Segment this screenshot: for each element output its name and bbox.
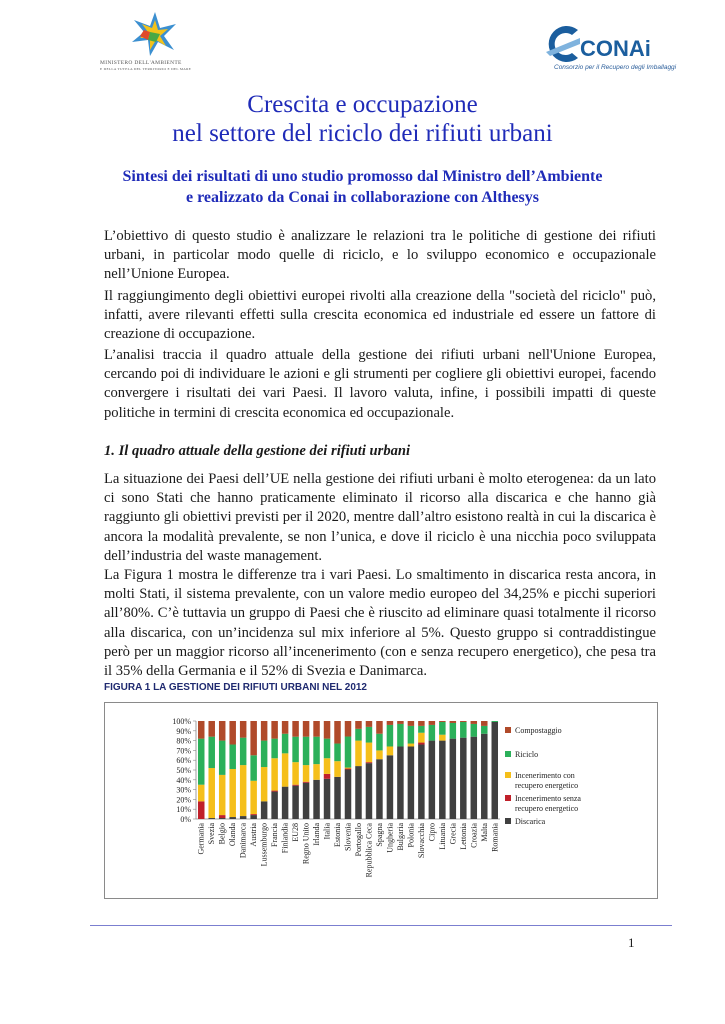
bar-segment: [355, 729, 361, 741]
bar-segment: [198, 785, 204, 802]
x-tick-label: Ungheria: [385, 823, 395, 853]
section-paragraph-2: La Figura 1 mostra le differenze tra i vari Paesi. Lo smaltimento in discarica resta ancora, in molti Stati, il sistema prevalente, con un valore medio europeo del 34,25% e picchi superiori all’80%. C’è tuttavia un gruppo di Paesi che è riuscito ad eliminare quasi totalmente il ricorso alla discarica, con un’incidenza sul mix inferiore al 5%. Questo gruppo si contraddistingue però per un maggior ricorso all’incenerimento (con e senza recupero energetico), che pesa tra il 35% della Germania e il 52% di Svezia e Danimarca.: [104, 567, 656, 680]
bar-segment: [471, 721, 477, 724]
x-tick-label: Spagna: [374, 823, 384, 847]
x-tick-label: Polonia: [406, 823, 416, 848]
x-tick-label: Bulgaria: [395, 823, 405, 851]
bar-segment: [313, 721, 319, 737]
bar-segment: [324, 739, 330, 759]
bar-segment: [439, 735, 445, 741]
bar-segment: [292, 737, 298, 762]
x-tick-label: EU28: [291, 823, 301, 842]
bar-segment: [313, 764, 319, 780]
bar-segment: [271, 758, 277, 790]
bar-segment: [229, 745, 235, 770]
bar-segment: [418, 733, 424, 743]
conai-tagline: Consorzio per il Recupero degli Imballaggi: [554, 64, 677, 71]
bar-segment: [408, 746, 414, 819]
bar-segment: [345, 769, 351, 770]
bar-segment: [313, 780, 319, 819]
bar-segment: [334, 777, 340, 819]
x-tick-label: Repubblica Ceca: [364, 823, 374, 878]
bar-segment: [324, 779, 330, 819]
bar-segment: [460, 722, 466, 738]
bar-segment: [208, 818, 214, 819]
bar-segment: [324, 758, 330, 774]
intro-paragraph-3: L’analisi traccia il quadro attuale della gestione dei rifiuti urbani nell'Unione Europea, cercando poi di individuare le azioni e gli strumenti per cogliere gli obiettivi europei, facendo convergere i risultati dei vari Paesi. Il lavoro valuta, infine, i possibili impatti di queste politiche in termini di crescita economica ed occupazionale.: [104, 347, 656, 421]
bar-segment: [418, 745, 424, 819]
bar-segment: [376, 759, 382, 819]
bar-segment: [282, 734, 288, 754]
bar-segment: [282, 721, 288, 734]
bar-segment: [271, 721, 277, 739]
bar-segment: [355, 741, 361, 766]
legend-swatch: [505, 818, 511, 824]
bar-segment: [219, 818, 225, 819]
bar-segment: [429, 725, 435, 741]
bar-segment: [240, 738, 246, 765]
bar-segment: [387, 755, 393, 819]
bar-segment: [450, 723, 456, 739]
x-tick-label: Irlanda: [312, 823, 322, 846]
bar-segment: [198, 801, 204, 819]
x-tick-label: Slovacchia: [416, 823, 426, 859]
legend-swatch: [505, 795, 511, 801]
bar-segment: [208, 721, 214, 737]
bar-segment: [366, 721, 372, 727]
y-tick-label: 60%: [176, 756, 191, 766]
section-paragraph-1: La situazione dei Paesi dell’UE nella gestione dei rifiuti urbani è molto eterogenea: da un lato ci sono Stati che hanno praticamente eliminato il ricorso alla discarica e che hanno già raggiunto gli obiettivi previsti per il 2020, mentre dall’altro esistono realtà in cui la discarica è ancora la modalità prevalente, se non l’unica, e dove il riciclo è una nicchia poco sviluppata dell’industria del waste management.: [104, 471, 656, 564]
y-tick-label: 10%: [176, 805, 191, 815]
bar-segment: [492, 722, 498, 819]
figure-caption: FIGURA 1 LA GESTIONE DEI RIFIUTI URBANI NEL 2012: [104, 682, 367, 693]
bar-segment: [282, 787, 288, 819]
bar-segment: [418, 743, 424, 745]
bar-segment: [355, 766, 361, 819]
bar-segment: [303, 783, 309, 819]
legend-label: recupero energetico: [515, 781, 579, 790]
conai-name: CONAi: [580, 36, 651, 61]
bar-segment: [282, 753, 288, 786]
bar-segment: [439, 721, 445, 722]
x-tick-label: Lussemburgo: [259, 823, 269, 867]
legend-label: recupero energetico: [515, 804, 579, 813]
x-tick-label: Romania: [490, 823, 500, 852]
bar-segment: [376, 734, 382, 751]
bar-segment: [292, 785, 298, 786]
bar-segment: [334, 744, 340, 762]
ministry-name: MINISTERO DELL'AMBIENTE E DELLA TUTELA DEL TERRITORIO E DEL MARE: [100, 60, 192, 71]
x-tick-label: Finlandia: [280, 823, 290, 854]
legend-swatch: [505, 727, 511, 733]
bar-segment: [250, 814, 256, 815]
page-subtitle: Sintesi dei risultati di uno studio promosso dal Ministro dell’Ambiente e realizzato da Conai in collaborazione con Althesys: [122, 168, 603, 206]
bar-segment: [240, 765, 246, 816]
bar-segment: [250, 755, 256, 780]
y-tick-label: 80%: [176, 736, 191, 746]
x-tick-label: Estonia: [333, 823, 343, 847]
y-tick-label: 90%: [176, 726, 191, 736]
y-tick-label: 50%: [176, 766, 191, 775]
conai-logo: [540, 16, 677, 76]
bar-segment: [429, 741, 435, 819]
bar-segment: [250, 815, 256, 819]
bar-segment: [219, 721, 225, 741]
chart-frame: [104, 702, 658, 899]
bar-segment: [450, 721, 456, 723]
legend-label: Incenerimento senza: [515, 794, 581, 803]
bar-segment: [471, 724, 477, 737]
bar-segment: [418, 721, 424, 726]
bar-segment: [303, 737, 309, 765]
bar-segment: [334, 721, 340, 744]
bar-segment: [439, 722, 445, 735]
x-tick-label: Grecia: [448, 823, 458, 845]
bar-segment: [292, 786, 298, 819]
x-tick-label: Belgio: [217, 823, 227, 845]
bar-segment: [355, 721, 361, 729]
bar-segment: [303, 765, 309, 782]
bar-segment: [240, 816, 246, 819]
y-tick-label: 100%: [172, 717, 191, 726]
x-tick-label: Olanda: [228, 823, 238, 847]
bar-segment: [313, 737, 319, 764]
bar-segment: [324, 721, 330, 739]
bar-segment: [397, 724, 403, 747]
bar-segment: [261, 721, 267, 741]
intro-paragraph-2: Il raggiungimento degli obiettivi europei rivolti alla creazione della "società del riciclo" può, infatti, avere rilevanti effetti sulla crescita economica ed industriale ed essere un fattore di creazione di occupazione.: [104, 288, 656, 343]
y-tick-label: 20%: [176, 795, 191, 805]
bar-segment: [271, 791, 277, 792]
x-tick-label: Austria: [249, 823, 259, 847]
star-logo-icon: [120, 10, 190, 60]
bar-segment: [471, 737, 477, 819]
bar-segment: [366, 727, 372, 743]
legend-swatch: [505, 772, 511, 778]
page-number: 1: [628, 935, 635, 950]
intro-paragraph-1: L’obiettivo di questo studio è analizzare le relazioni tra le politiche di gestione dei rifiuti urbani, in particolar modo quelle di riciclo, e lo sviluppo economico e occupazionale nell’Unione Europea.: [104, 228, 656, 283]
bar-segment: [219, 775, 225, 815]
x-tick-label: Danimarca: [238, 823, 248, 859]
x-tick-label: Francia: [270, 823, 280, 847]
bar-segment: [397, 746, 403, 819]
x-tick-label: Germania: [196, 823, 206, 855]
y-tick-label: 40%: [176, 775, 191, 785]
bar-segment: [366, 743, 372, 763]
bar-segment: [229, 769, 235, 817]
bar-segment: [450, 739, 456, 819]
x-tick-label: Croazia: [469, 823, 479, 848]
footer-divider: [90, 925, 672, 926]
y-tick-label: 0%: [180, 815, 191, 824]
bar-segment: [345, 737, 351, 768]
bar-segment: [334, 761, 340, 777]
x-tick-label: Malta: [479, 823, 489, 842]
x-tick-label: Regno Unito: [301, 823, 311, 865]
bar-segment: [240, 721, 246, 738]
bar-segment: [387, 721, 393, 725]
ministry-logo: [100, 10, 200, 72]
bar-segment: [219, 815, 225, 818]
bar-segment: [229, 817, 235, 819]
bar-segment: [303, 721, 309, 737]
section-heading: 1. Il quadro attuale della gestione dei rifiuti urbani: [104, 443, 411, 459]
bar-segment: [481, 721, 487, 726]
bar-segment: [366, 763, 372, 819]
x-tick-label: Svezia: [207, 823, 217, 845]
y-tick-label: 30%: [176, 785, 191, 795]
bar-segment: [208, 737, 214, 768]
bar-segment: [261, 801, 267, 819]
x-tick-label: Lituania: [437, 823, 447, 850]
bar-segment: [324, 774, 330, 779]
stacked-bar-chart: [105, 703, 657, 898]
bar-segment: [261, 741, 267, 767]
bar-segment: [366, 762, 372, 763]
bar-segment: [303, 782, 309, 783]
bar-segment: [271, 792, 277, 819]
bar-segment: [219, 741, 225, 775]
conai-c-logo-icon: [540, 22, 584, 66]
bar-segment: [397, 721, 403, 724]
bar-segment: [345, 770, 351, 819]
bar-segment: [439, 741, 445, 819]
bar-segment: [460, 721, 466, 722]
x-tick-label: Lettonia: [458, 823, 468, 850]
bar-segment: [292, 762, 298, 785]
bar-segment: [481, 726, 487, 734]
bar-segment: [408, 744, 414, 747]
bar-segment: [387, 746, 393, 755]
bar-segment: [250, 781, 256, 814]
bar-segment: [387, 725, 393, 747]
bar-segment: [408, 721, 414, 726]
bar-segment: [376, 721, 382, 734]
bar-segment: [376, 750, 382, 759]
x-tick-label: Italia: [322, 823, 332, 840]
x-tick-label: Portogallo: [353, 823, 363, 857]
bar-segment: [292, 721, 298, 737]
bar-segment: [345, 721, 351, 737]
legend-label: Riciclo: [515, 750, 539, 759]
bar-segment: [229, 721, 235, 745]
bar-segment: [198, 721, 204, 739]
legend-label: Compostaggio: [515, 726, 562, 735]
y-tick-label: 70%: [176, 746, 191, 756]
x-tick-label: Slovenia: [343, 823, 353, 851]
bar-segment: [345, 768, 351, 769]
legend-swatch: [505, 751, 511, 757]
legend-label: Incenerimento con: [515, 771, 575, 780]
bar-segment: [271, 739, 277, 759]
x-tick-label: Cipro: [427, 823, 437, 842]
bar-segment: [261, 767, 267, 801]
legend-label: Discarica: [515, 817, 546, 826]
bar-segment: [429, 721, 435, 725]
bar-segment: [418, 726, 424, 733]
bar-segment: [198, 739, 204, 785]
page-title: Crescita e occupazione nel settore del riciclo dei rifiuti urbani: [172, 91, 553, 147]
bar-segment: [481, 734, 487, 819]
bar-segment: [250, 721, 256, 755]
bar-segment: [208, 768, 214, 818]
bar-segment: [492, 721, 498, 722]
bar-segment: [408, 726, 414, 744]
bar-segment: [460, 738, 466, 819]
